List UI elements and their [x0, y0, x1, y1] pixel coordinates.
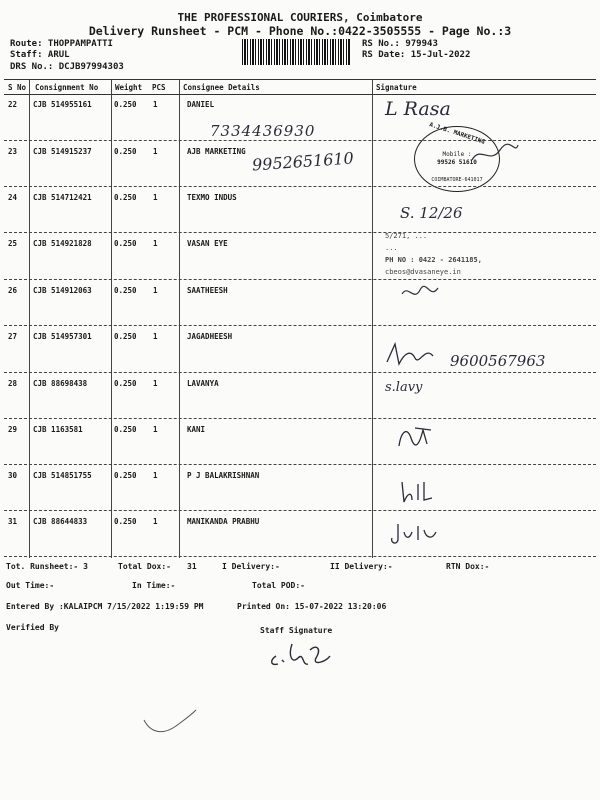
row-consignee: DANIEL — [187, 100, 215, 109]
row-sno: 31 — [8, 517, 18, 526]
row-weight: 0.250 — [114, 286, 137, 295]
company-title: THE PROFESSIONAL COURIERS, Coimbatore — [177, 11, 423, 24]
barcode — [242, 39, 350, 65]
i-delivery: I Delivery:- — [222, 562, 280, 571]
total-dox-label: Total Dox:- — [118, 562, 171, 571]
col-pcs: PCS — [152, 83, 166, 92]
staff-label: Staff: ARUL — [10, 50, 70, 60]
table-header-rule — [4, 94, 596, 95]
row-weight: 0.250 — [114, 379, 137, 388]
handwritten-signature: L Rasa — [385, 98, 451, 120]
column-divider — [111, 80, 112, 558]
drs-number: DRS No.: DCJB97994303 — [10, 62, 124, 72]
row-weight: 0.250 — [114, 239, 137, 248]
handwritten-phone: 9600567963 — [450, 352, 546, 370]
signature-scribble — [398, 478, 438, 508]
row-consignment: CJB 514921828 — [33, 239, 92, 248]
row-sno: 26 — [8, 286, 18, 295]
row-weight: 0.250 — [114, 332, 137, 341]
row-consignment: CJB 88698438 — [33, 379, 88, 388]
row-consignment: CJB 514912063 — [33, 286, 92, 295]
column-divider — [29, 80, 30, 558]
row-sno: 27 — [8, 332, 18, 341]
row-pcs: 1 — [153, 100, 158, 109]
row-weight: 0.250 — [114, 193, 137, 202]
col-consignment: Consignment No — [35, 83, 99, 92]
signature-scribble — [400, 282, 440, 308]
row-sno: 28 — [8, 379, 18, 388]
row-pcs: 1 — [153, 471, 158, 480]
column-divider — [372, 80, 373, 558]
row-pcs: 1 — [153, 193, 158, 202]
row-consignment: CJB 514957301 — [33, 332, 92, 341]
row-sno: 23 — [8, 147, 18, 156]
row-separator — [4, 464, 596, 465]
row-separator — [4, 325, 596, 326]
row-consignment: CJB 514712421 — [33, 193, 92, 202]
col-sno: S No — [8, 83, 27, 92]
runsheet-subtitle: Delivery Runsheet - PCM - Phone No.:0422-3505555 - Page No.:3 — [88, 24, 512, 38]
row-pcs: 1 — [153, 332, 158, 341]
row-consignment: CJB 1163581 — [33, 425, 83, 434]
row-pcs: 1 — [153, 517, 158, 526]
row-weight: 0.250 — [114, 517, 137, 526]
row-sno: 24 — [8, 193, 18, 202]
total-pod: Total POD:- — [252, 581, 305, 590]
row-consignee: TEXMO INDUS — [187, 193, 237, 202]
row-consignee: SAATHEESH — [187, 286, 228, 295]
row-separator — [4, 186, 596, 187]
entered-by: Entered By :KALAIPCM 7/15/2022 1:19:59 PM — [6, 602, 204, 611]
row-sno: 22 — [8, 100, 18, 109]
staff-signature-label: Staff Signature — [260, 626, 333, 635]
row-weight: 0.250 — [114, 471, 137, 480]
col-weight: Weight — [115, 83, 143, 92]
rs-number: RS No.: 979943 — [362, 39, 438, 49]
signature-scribble — [395, 424, 435, 454]
row-separator — [4, 279, 596, 280]
col-signature: Signature — [376, 83, 417, 92]
row-separator — [4, 372, 596, 373]
row-sno: 25 — [8, 239, 18, 248]
ii-delivery: II Delivery:- — [330, 562, 393, 571]
row-separator — [4, 556, 596, 557]
col-consignee: Consignee Details — [183, 83, 260, 92]
row-consignment: CJB 88644833 — [33, 517, 88, 526]
handwritten-phone: 9952651610 — [251, 148, 355, 175]
row-pcs: 1 — [153, 379, 158, 388]
row-weight: 0.250 — [114, 100, 137, 109]
staff-signature-scribble — [266, 636, 336, 676]
row-weight: 0.250 — [114, 425, 137, 434]
in-time: In Time:- — [132, 581, 176, 590]
signature-scribble — [470, 140, 520, 174]
signature-scribble — [385, 342, 435, 372]
row-consignee: MANIKANDA PRABHU — [187, 517, 260, 526]
company-stamp: A.J.B. MARKETING Mobile : 99526 51610 COIMBATORE-641017 — [414, 126, 500, 192]
row-consignee: JAGADHEESH — [187, 332, 233, 341]
row-sno: 29 — [8, 425, 18, 434]
rs-date: RS Date: 15-Jul-2022 — [362, 50, 471, 60]
handwritten-signature: S. 12/26 — [400, 204, 463, 222]
row-consignee: P J BALAKRISHNAN — [187, 471, 260, 480]
row-consignment: CJB 514915237 — [33, 147, 92, 156]
address-stamp: 5/271, ... ... PH NO : 0422 - 2641185, cbeos@dvasaneye.in — [385, 232, 482, 276]
row-pcs: 1 — [153, 425, 158, 434]
row-consignee: LAVANYA — [187, 379, 219, 388]
row-separator — [4, 510, 596, 511]
rtn-dox: RTN Dox:- — [446, 562, 490, 571]
tot-runsheet: Tot. Runsheet:- 3 — [6, 562, 88, 571]
column-divider — [179, 80, 180, 558]
printed-on: Printed On: 15-07-2022 13:20:06 — [237, 602, 387, 611]
row-pcs: 1 — [153, 147, 158, 156]
row-consignment: CJB 514851755 — [33, 471, 92, 480]
pen-mark — [140, 708, 200, 742]
row-consignee: VASAN EYE — [187, 239, 228, 248]
row-consignee: AJB MARKETING — [187, 147, 246, 156]
row-weight: 0.250 — [114, 147, 137, 156]
handwritten-signature: s.lavy — [385, 380, 423, 395]
row-consignee: KANI — [187, 425, 206, 434]
verified-by: Verified By — [6, 623, 59, 632]
out-time: Out Time:- — [6, 581, 55, 590]
row-pcs: 1 — [153, 286, 158, 295]
table-top-rule — [4, 79, 596, 80]
signature-scribble — [388, 520, 438, 550]
row-sno: 30 — [8, 471, 18, 480]
total-dox-value: 31 — [187, 562, 197, 571]
row-separator — [4, 418, 596, 419]
handwritten-phone: 7334436930 — [210, 122, 316, 140]
route-label: Route: THOPPAMPATTI — [10, 39, 113, 49]
row-pcs: 1 — [153, 239, 158, 248]
row-consignment: CJB 514955161 — [33, 100, 92, 109]
